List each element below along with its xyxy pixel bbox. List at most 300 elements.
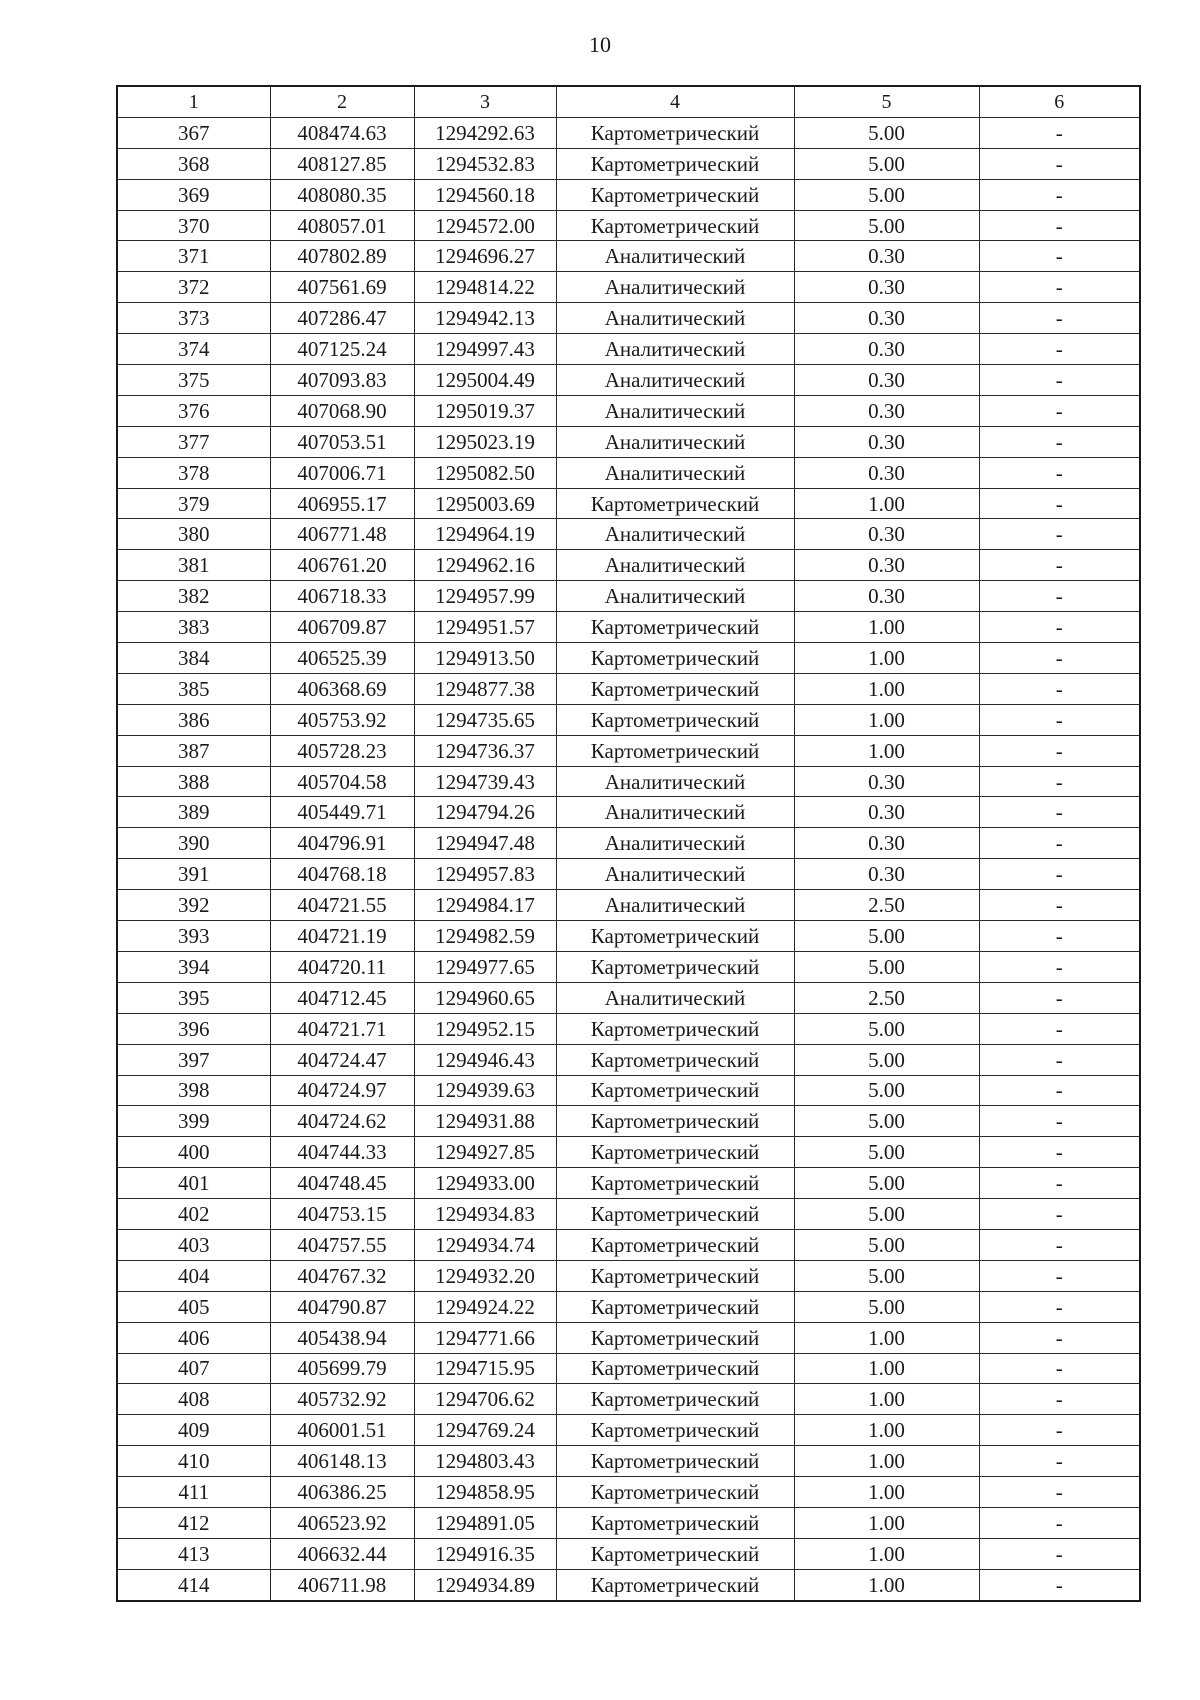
table-row <box>117 643 1140 674</box>
x-coordinate-cell: 408080.35 <box>270 179 414 210</box>
y-coordinate-cell: 1294532.83 <box>414 148 556 179</box>
method-cell: Картометрический <box>556 117 794 148</box>
x-coordinate-cell: 406709.87 <box>270 612 414 643</box>
accuracy-cell: 1.00 <box>794 1477 979 1508</box>
note-cell: - <box>979 550 1140 581</box>
point-number-cell: 373 <box>117 303 270 334</box>
point-number-cell: 394 <box>117 951 270 982</box>
table-row <box>117 797 1140 828</box>
point-number-cell: 382 <box>117 581 270 612</box>
x-coordinate-cell: 405438.94 <box>270 1322 414 1353</box>
x-coordinate-cell: 405699.79 <box>270 1353 414 1384</box>
x-coordinate-cell: 405732.92 <box>270 1384 414 1415</box>
table-row <box>117 1291 1140 1322</box>
point-number-cell: 391 <box>117 859 270 890</box>
accuracy-cell: 1.00 <box>794 735 979 766</box>
method-cell: Картометрический <box>556 210 794 241</box>
point-number-cell: 410 <box>117 1446 270 1477</box>
table-row <box>117 1446 1140 1477</box>
point-number-cell: 378 <box>117 457 270 488</box>
x-coordinate-cell: 404768.18 <box>270 859 414 890</box>
table-row <box>117 1168 1140 1199</box>
y-coordinate-cell: 1294715.95 <box>414 1353 556 1384</box>
table-body <box>117 117 1140 1600</box>
x-coordinate-cell: 406148.13 <box>270 1446 414 1477</box>
point-number-cell: 398 <box>117 1075 270 1106</box>
x-coordinate-cell: 406955.17 <box>270 488 414 519</box>
table-row <box>117 1569 1140 1600</box>
x-coordinate-cell: 406001.51 <box>270 1415 414 1446</box>
note-cell: - <box>979 1384 1140 1415</box>
note-cell: - <box>979 828 1140 859</box>
point-number-cell: 414 <box>117 1569 270 1600</box>
point-number-cell: 384 <box>117 643 270 674</box>
method-cell: Картометрический <box>556 488 794 519</box>
y-coordinate-cell: 1294934.74 <box>414 1229 556 1260</box>
x-coordinate-cell: 404720.11 <box>270 951 414 982</box>
method-cell: Аналитический <box>556 519 794 550</box>
x-coordinate-cell: 405704.58 <box>270 766 414 797</box>
accuracy-cell: 0.30 <box>794 519 979 550</box>
table-row <box>117 1353 1140 1384</box>
x-coordinate-cell: 407125.24 <box>270 334 414 365</box>
accuracy-cell: 5.00 <box>794 1106 979 1137</box>
accuracy-cell: 5.00 <box>794 1291 979 1322</box>
table-row <box>117 982 1140 1013</box>
accuracy-cell: 1.00 <box>794 1415 979 1446</box>
accuracy-cell: 0.30 <box>794 272 979 303</box>
method-cell: Картометрический <box>556 1384 794 1415</box>
accuracy-cell: 5.00 <box>794 1044 979 1075</box>
method-cell: Аналитический <box>556 859 794 890</box>
table-row <box>117 921 1140 952</box>
accuracy-cell: 0.30 <box>794 859 979 890</box>
table-row <box>117 1322 1140 1353</box>
y-coordinate-cell: 1294964.19 <box>414 519 556 550</box>
table-row <box>117 334 1140 365</box>
y-coordinate-cell: 1294706.62 <box>414 1384 556 1415</box>
accuracy-cell: 1.00 <box>794 488 979 519</box>
y-coordinate-cell: 1294560.18 <box>414 179 556 210</box>
point-number-cell: 389 <box>117 797 270 828</box>
note-cell: - <box>979 457 1140 488</box>
point-number-cell: 380 <box>117 519 270 550</box>
accuracy-cell: 5.00 <box>794 1199 979 1230</box>
point-number-cell: 377 <box>117 426 270 457</box>
accuracy-cell: 0.30 <box>794 241 979 272</box>
note-cell: - <box>979 581 1140 612</box>
accuracy-cell: 1.00 <box>794 1507 979 1538</box>
y-coordinate-cell: 1294942.13 <box>414 303 556 334</box>
method-cell: Аналитический <box>556 365 794 396</box>
note-cell: - <box>979 1415 1140 1446</box>
x-coordinate-cell: 406632.44 <box>270 1538 414 1569</box>
coordinates-table <box>116 85 1141 1602</box>
y-coordinate-cell: 1294939.63 <box>414 1075 556 1106</box>
method-cell: Картометрический <box>556 1075 794 1106</box>
table-row <box>117 148 1140 179</box>
method-cell: Аналитический <box>556 334 794 365</box>
point-number-cell: 381 <box>117 550 270 581</box>
accuracy-cell: 0.30 <box>794 426 979 457</box>
accuracy-cell: 1.00 <box>794 1322 979 1353</box>
note-cell: - <box>979 1507 1140 1538</box>
table-row <box>117 735 1140 766</box>
header-cell-1: 1 <box>117 86 270 117</box>
point-number-cell: 379 <box>117 488 270 519</box>
accuracy-cell: 2.50 <box>794 890 979 921</box>
note-cell: - <box>979 1477 1140 1508</box>
y-coordinate-cell: 1294572.00 <box>414 210 556 241</box>
point-number-cell: 413 <box>117 1538 270 1569</box>
y-coordinate-cell: 1295019.37 <box>414 395 556 426</box>
accuracy-cell: 1.00 <box>794 1384 979 1415</box>
note-cell: - <box>979 117 1140 148</box>
x-coordinate-cell: 404712.45 <box>270 982 414 1013</box>
method-cell: Картометрический <box>556 1353 794 1384</box>
point-number-cell: 390 <box>117 828 270 859</box>
note-cell: - <box>979 1013 1140 1044</box>
header-cell-3: 3 <box>414 86 556 117</box>
method-cell: Аналитический <box>556 426 794 457</box>
x-coordinate-cell: 407286.47 <box>270 303 414 334</box>
y-coordinate-cell: 1294997.43 <box>414 334 556 365</box>
y-coordinate-cell: 1294739.43 <box>414 766 556 797</box>
y-coordinate-cell: 1295023.19 <box>414 426 556 457</box>
accuracy-cell: 5.00 <box>794 148 979 179</box>
method-cell: Картометрический <box>556 1013 794 1044</box>
note-cell: - <box>979 797 1140 828</box>
method-cell: Картометрический <box>556 1106 794 1137</box>
note-cell: - <box>979 488 1140 519</box>
note-cell: - <box>979 395 1140 426</box>
point-number-cell: 392 <box>117 890 270 921</box>
method-cell: Картометрический <box>556 673 794 704</box>
note-cell: - <box>979 1137 1140 1168</box>
note-cell: - <box>979 1260 1140 1291</box>
point-number-cell: 408 <box>117 1384 270 1415</box>
point-number-cell: 383 <box>117 612 270 643</box>
point-number-cell: 385 <box>117 673 270 704</box>
y-coordinate-cell: 1294947.48 <box>414 828 556 859</box>
y-coordinate-cell: 1294877.38 <box>414 673 556 704</box>
accuracy-cell: 5.00 <box>794 179 979 210</box>
table-row <box>117 117 1140 148</box>
header-cell-2: 2 <box>270 86 414 117</box>
point-number-cell: 400 <box>117 1137 270 1168</box>
y-coordinate-cell: 1294934.83 <box>414 1199 556 1230</box>
x-coordinate-cell: 407093.83 <box>270 365 414 396</box>
accuracy-cell: 5.00 <box>794 1013 979 1044</box>
table-row <box>117 1415 1140 1446</box>
method-cell: Картометрический <box>556 1199 794 1230</box>
method-cell: Картометрический <box>556 643 794 674</box>
y-coordinate-cell: 1294735.65 <box>414 704 556 735</box>
accuracy-cell: 1.00 <box>794 1353 979 1384</box>
x-coordinate-cell: 406761.20 <box>270 550 414 581</box>
accuracy-cell: 5.00 <box>794 1260 979 1291</box>
method-cell: Картометрический <box>556 951 794 982</box>
accuracy-cell: 2.50 <box>794 982 979 1013</box>
note-cell: - <box>979 179 1140 210</box>
y-coordinate-cell: 1294803.43 <box>414 1446 556 1477</box>
accuracy-cell: 0.30 <box>794 365 979 396</box>
note-cell: - <box>979 1199 1140 1230</box>
y-coordinate-cell: 1294771.66 <box>414 1322 556 1353</box>
point-number-cell: 401 <box>117 1168 270 1199</box>
x-coordinate-cell: 404767.32 <box>270 1260 414 1291</box>
point-number-cell: 368 <box>117 148 270 179</box>
x-coordinate-cell: 405449.71 <box>270 797 414 828</box>
table-row <box>117 859 1140 890</box>
method-cell: Аналитический <box>556 797 794 828</box>
x-coordinate-cell: 404748.45 <box>270 1168 414 1199</box>
y-coordinate-cell: 1294292.63 <box>414 117 556 148</box>
point-number-cell: 370 <box>117 210 270 241</box>
note-cell: - <box>979 1075 1140 1106</box>
y-coordinate-cell: 1294916.35 <box>414 1538 556 1569</box>
note-cell: - <box>979 210 1140 241</box>
note-cell: - <box>979 426 1140 457</box>
table-row <box>117 1075 1140 1106</box>
point-number-cell: 405 <box>117 1291 270 1322</box>
table-row <box>117 581 1140 612</box>
note-cell: - <box>979 334 1140 365</box>
accuracy-cell: 0.30 <box>794 395 979 426</box>
y-coordinate-cell: 1294977.65 <box>414 951 556 982</box>
accuracy-cell: 0.30 <box>794 334 979 365</box>
x-coordinate-cell: 404721.55 <box>270 890 414 921</box>
method-cell: Аналитический <box>556 766 794 797</box>
method-cell: Аналитический <box>556 982 794 1013</box>
accuracy-cell: 0.30 <box>794 457 979 488</box>
point-number-cell: 406 <box>117 1322 270 1353</box>
point-number-cell: 407 <box>117 1353 270 1384</box>
point-number-cell: 371 <box>117 241 270 272</box>
note-cell: - <box>979 1538 1140 1569</box>
note-cell: - <box>979 612 1140 643</box>
accuracy-cell: 5.00 <box>794 921 979 952</box>
x-coordinate-cell: 408127.85 <box>270 148 414 179</box>
method-cell: Аналитический <box>556 395 794 426</box>
y-coordinate-cell: 1295082.50 <box>414 457 556 488</box>
table-row <box>117 1538 1140 1569</box>
point-number-cell: 393 <box>117 921 270 952</box>
method-cell: Картометрический <box>556 735 794 766</box>
point-number-cell: 395 <box>117 982 270 1013</box>
table-row <box>117 488 1140 519</box>
y-coordinate-cell: 1294933.00 <box>414 1168 556 1199</box>
accuracy-cell: 1.00 <box>794 612 979 643</box>
table-row <box>117 1260 1140 1291</box>
y-coordinate-cell: 1294858.95 <box>414 1477 556 1508</box>
x-coordinate-cell: 407561.69 <box>270 272 414 303</box>
method-cell: Картометрический <box>556 1569 794 1600</box>
method-cell: Картометрический <box>556 921 794 952</box>
method-cell: Аналитический <box>556 241 794 272</box>
x-coordinate-cell: 404724.97 <box>270 1075 414 1106</box>
point-number-cell: 376 <box>117 395 270 426</box>
point-number-cell: 409 <box>117 1415 270 1446</box>
accuracy-cell: 5.00 <box>794 210 979 241</box>
method-cell: Картометрический <box>556 1044 794 1075</box>
point-number-cell: 403 <box>117 1229 270 1260</box>
method-cell: Картометрический <box>556 1137 794 1168</box>
table-row <box>117 612 1140 643</box>
header-row <box>117 86 1140 117</box>
table-row <box>117 1199 1140 1230</box>
table-row <box>117 241 1140 272</box>
accuracy-cell: 0.30 <box>794 303 979 334</box>
accuracy-cell: 1.00 <box>794 643 979 674</box>
point-number-cell: 412 <box>117 1507 270 1538</box>
y-coordinate-cell: 1294913.50 <box>414 643 556 674</box>
x-coordinate-cell: 408057.01 <box>270 210 414 241</box>
method-cell: Картометрический <box>556 148 794 179</box>
table-row <box>117 951 1140 982</box>
accuracy-cell: 0.30 <box>794 797 979 828</box>
x-coordinate-cell: 407802.89 <box>270 241 414 272</box>
point-number-cell: 399 <box>117 1106 270 1137</box>
y-coordinate-cell: 1294924.22 <box>414 1291 556 1322</box>
point-number-cell: 402 <box>117 1199 270 1230</box>
accuracy-cell: 5.00 <box>794 1075 979 1106</box>
y-coordinate-cell: 1294932.20 <box>414 1260 556 1291</box>
accuracy-cell: 5.00 <box>794 1137 979 1168</box>
y-coordinate-cell: 1294927.85 <box>414 1137 556 1168</box>
note-cell: - <box>979 241 1140 272</box>
note-cell: - <box>979 1446 1140 1477</box>
y-coordinate-cell: 1294696.27 <box>414 241 556 272</box>
table-row <box>117 1229 1140 1260</box>
accuracy-cell: 0.30 <box>794 550 979 581</box>
note-cell: - <box>979 303 1140 334</box>
note-cell: - <box>979 519 1140 550</box>
note-cell: - <box>979 1569 1140 1600</box>
method-cell: Аналитический <box>556 303 794 334</box>
accuracy-cell: 5.00 <box>794 1168 979 1199</box>
method-cell: Картометрический <box>556 1322 794 1353</box>
y-coordinate-cell: 1294934.89 <box>414 1569 556 1600</box>
x-coordinate-cell: 404744.33 <box>270 1137 414 1168</box>
point-number-cell: 372 <box>117 272 270 303</box>
method-cell: Аналитический <box>556 457 794 488</box>
header-cell-6: 6 <box>979 86 1140 117</box>
point-number-cell: 396 <box>117 1013 270 1044</box>
y-coordinate-cell: 1294957.99 <box>414 581 556 612</box>
table-row <box>117 1384 1140 1415</box>
point-number-cell: 375 <box>117 365 270 396</box>
header-cell-4: 4 <box>556 86 794 117</box>
table-row <box>117 890 1140 921</box>
note-cell: - <box>979 272 1140 303</box>
method-cell: Картометрический <box>556 1538 794 1569</box>
accuracy-cell: 5.00 <box>794 117 979 148</box>
x-coordinate-cell: 407068.90 <box>270 395 414 426</box>
table-row <box>117 303 1140 334</box>
note-cell: - <box>979 982 1140 1013</box>
x-coordinate-cell: 404757.55 <box>270 1229 414 1260</box>
point-number-cell: 404 <box>117 1260 270 1291</box>
note-cell: - <box>979 1353 1140 1384</box>
point-number-cell: 374 <box>117 334 270 365</box>
method-cell: Картометрический <box>556 1477 794 1508</box>
y-coordinate-cell: 1294931.88 <box>414 1106 556 1137</box>
table-row <box>117 673 1140 704</box>
point-number-cell: 388 <box>117 766 270 797</box>
note-cell: - <box>979 365 1140 396</box>
y-coordinate-cell: 1295004.49 <box>414 365 556 396</box>
x-coordinate-cell: 405753.92 <box>270 704 414 735</box>
method-cell: Аналитический <box>556 272 794 303</box>
x-coordinate-cell: 406386.25 <box>270 1477 414 1508</box>
x-coordinate-cell: 404721.71 <box>270 1013 414 1044</box>
note-cell: - <box>979 1322 1140 1353</box>
table-row <box>117 1507 1140 1538</box>
y-coordinate-cell: 1294736.37 <box>414 735 556 766</box>
table-row <box>117 519 1140 550</box>
header-cell-5: 5 <box>794 86 979 117</box>
table-row <box>117 210 1140 241</box>
point-number-cell: 397 <box>117 1044 270 1075</box>
x-coordinate-cell: 407053.51 <box>270 426 414 457</box>
table-row <box>117 179 1140 210</box>
point-number-cell: 386 <box>117 704 270 735</box>
method-cell: Аналитический <box>556 550 794 581</box>
accuracy-cell: 5.00 <box>794 951 979 982</box>
method-cell: Аналитический <box>556 828 794 859</box>
method-cell: Картометрический <box>556 1229 794 1260</box>
accuracy-cell: 0.30 <box>794 828 979 859</box>
y-coordinate-cell: 1294951.57 <box>414 612 556 643</box>
accuracy-cell: 0.30 <box>794 581 979 612</box>
note-cell: - <box>979 859 1140 890</box>
x-coordinate-cell: 406718.33 <box>270 581 414 612</box>
note-cell: - <box>979 921 1140 952</box>
y-coordinate-cell: 1294946.43 <box>414 1044 556 1075</box>
method-cell: Картометрический <box>556 1168 794 1199</box>
x-coordinate-cell: 408474.63 <box>270 117 414 148</box>
note-cell: - <box>979 643 1140 674</box>
table-row <box>117 1477 1140 1508</box>
accuracy-cell: 1.00 <box>794 673 979 704</box>
y-coordinate-cell: 1294982.59 <box>414 921 556 952</box>
point-number-cell: 387 <box>117 735 270 766</box>
x-coordinate-cell: 404790.87 <box>270 1291 414 1322</box>
x-coordinate-cell: 405728.23 <box>270 735 414 766</box>
y-coordinate-cell: 1294952.15 <box>414 1013 556 1044</box>
x-coordinate-cell: 406525.39 <box>270 643 414 674</box>
note-cell: - <box>979 735 1140 766</box>
note-cell: - <box>979 1229 1140 1260</box>
accuracy-cell: 1.00 <box>794 1569 979 1600</box>
point-number-cell: 411 <box>117 1477 270 1508</box>
table-row <box>117 766 1140 797</box>
accuracy-cell: 5.00 <box>794 1229 979 1260</box>
note-cell: - <box>979 1106 1140 1137</box>
method-cell: Картометрический <box>556 1415 794 1446</box>
method-cell: Картометрический <box>556 1507 794 1538</box>
table-row <box>117 395 1140 426</box>
note-cell: - <box>979 704 1140 735</box>
y-coordinate-cell: 1294794.26 <box>414 797 556 828</box>
accuracy-cell: 1.00 <box>794 1446 979 1477</box>
table-row <box>117 426 1140 457</box>
x-coordinate-cell: 406771.48 <box>270 519 414 550</box>
method-cell: Картометрический <box>556 1291 794 1322</box>
y-coordinate-cell: 1294769.24 <box>414 1415 556 1446</box>
method-cell: Аналитический <box>556 890 794 921</box>
